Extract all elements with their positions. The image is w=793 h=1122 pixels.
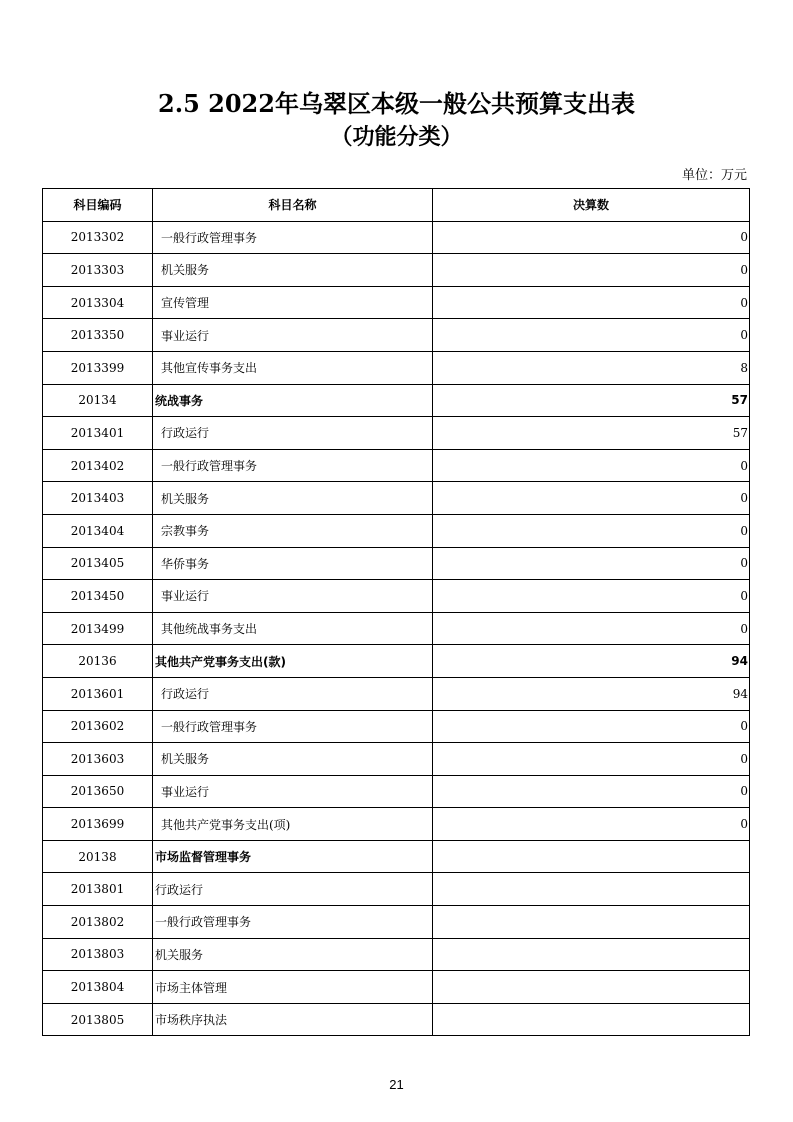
table-row <box>43 938 750 971</box>
table-row <box>43 580 750 613</box>
row-code: 2013399 <box>43 351 153 384</box>
row-name: 华侨事务 <box>153 547 433 580</box>
table-header-row <box>43 189 750 222</box>
row-name: 市场主体管理 <box>153 971 433 1004</box>
table-row <box>43 906 750 939</box>
budget-table <box>42 188 750 1036</box>
row-code: 2013350 <box>43 319 153 352</box>
row-code: 2013450 <box>43 580 153 613</box>
row-code: 2013405 <box>43 547 153 580</box>
row-amount: 8 <box>433 351 750 384</box>
row-amount: 0 <box>433 775 750 808</box>
row-name: 机关服务 <box>153 482 433 515</box>
row-name: 事业运行 <box>153 580 433 613</box>
row-code: 20134 <box>43 384 153 417</box>
row-name: 其他统战事务支出 <box>153 612 433 645</box>
table-row <box>43 743 750 776</box>
table-row <box>43 677 750 710</box>
row-name: 行政运行 <box>153 417 433 450</box>
table-row <box>43 873 750 906</box>
row-code: 2013804 <box>43 971 153 1004</box>
row-amount <box>433 971 750 1004</box>
row-code: 2013803 <box>43 938 153 971</box>
row-name: 其他共产党事务支出(项) <box>153 808 433 841</box>
row-code: 2013699 <box>43 808 153 841</box>
table-row <box>43 645 750 678</box>
row-name: 行政运行 <box>153 873 433 906</box>
row-name: 宗教事务 <box>153 514 433 547</box>
table-row <box>43 971 750 1004</box>
row-amount: 57 <box>433 417 750 450</box>
row-name: 一般行政管理事务 <box>153 221 433 254</box>
row-amount: 0 <box>433 743 750 776</box>
row-name: 机关服务 <box>153 743 433 776</box>
page-number: 21 <box>389 1077 404 1092</box>
row-code: 2013404 <box>43 514 153 547</box>
table-row <box>43 351 750 384</box>
row-code: 20136 <box>43 645 153 678</box>
row-amount: 0 <box>433 319 750 352</box>
row-code: 2013602 <box>43 710 153 743</box>
row-name: 统战事务 <box>153 384 433 417</box>
row-name: 行政运行 <box>153 677 433 710</box>
row-amount <box>433 873 750 906</box>
row-code: 2013401 <box>43 417 153 450</box>
row-code: 2013403 <box>43 482 153 515</box>
row-amount: 0 <box>433 221 750 254</box>
table-row <box>43 775 750 808</box>
row-code: 20138 <box>43 840 153 873</box>
row-code: 2013802 <box>43 906 153 939</box>
row-name: 一般行政管理事务 <box>153 906 433 939</box>
row-amount: 0 <box>433 482 750 515</box>
table-row <box>43 417 750 450</box>
row-amount: 94 <box>433 645 750 678</box>
table-row <box>43 514 750 547</box>
row-amount: 0 <box>433 808 750 841</box>
row-code: 2013650 <box>43 775 153 808</box>
table-row <box>43 710 750 743</box>
row-name: 机关服务 <box>153 938 433 971</box>
row-amount <box>433 840 750 873</box>
row-code: 2013302 <box>43 221 153 254</box>
table-row <box>43 808 750 841</box>
table-row <box>43 319 750 352</box>
column-header-code: 科目编码 <box>43 189 153 222</box>
table-row <box>43 254 750 287</box>
row-amount <box>433 938 750 971</box>
row-amount: 57 <box>433 384 750 417</box>
row-amount: 0 <box>433 710 750 743</box>
row-code: 2013601 <box>43 677 153 710</box>
unit-label: 单位：万元 <box>681 168 747 183</box>
table-row <box>43 221 750 254</box>
row-code: 2013304 <box>43 286 153 319</box>
row-code: 2013801 <box>43 873 153 906</box>
row-name: 一般行政管理事务 <box>153 710 433 743</box>
row-name: 事业运行 <box>153 775 433 808</box>
row-amount: 0 <box>433 612 750 645</box>
column-header-amount: 决算数 <box>433 189 750 222</box>
table-body <box>43 221 750 1036</box>
row-name: 市场监督管理事务 <box>153 840 433 873</box>
row-name: 市场秩序执法 <box>153 1003 433 1036</box>
row-amount: 0 <box>433 449 750 482</box>
table-row <box>43 482 750 515</box>
row-name: 一般行政管理事务 <box>153 449 433 482</box>
row-code: 2013603 <box>43 743 153 776</box>
row-name: 宣传管理 <box>153 286 433 319</box>
row-amount: 0 <box>433 580 750 613</box>
table-row <box>43 1003 750 1036</box>
row-amount: 0 <box>433 286 750 319</box>
row-amount: 0 <box>433 254 750 287</box>
column-header-name: 科目名称 <box>153 189 433 222</box>
row-name: 机关服务 <box>153 254 433 287</box>
row-amount: 0 <box>433 514 750 547</box>
row-amount: 0 <box>433 547 750 580</box>
table-row <box>43 449 750 482</box>
row-amount <box>433 1003 750 1036</box>
row-code: 2013499 <box>43 612 153 645</box>
row-code: 2013303 <box>43 254 153 287</box>
table-row <box>43 547 750 580</box>
table-row <box>43 384 750 417</box>
page-title: 2.5 2022年乌翠区本级一般公共预算支出表 <box>158 89 635 118</box>
row-name: 事业运行 <box>153 319 433 352</box>
row-amount <box>433 906 750 939</box>
row-amount: 94 <box>433 677 750 710</box>
table-row <box>43 286 750 319</box>
row-code: 2013805 <box>43 1003 153 1036</box>
row-code: 2013402 <box>43 449 153 482</box>
row-name: 其他共产党事务支出(款) <box>153 645 433 678</box>
table-row <box>43 612 750 645</box>
table-row <box>43 840 750 873</box>
page-subtitle: （功能分类） <box>330 124 463 150</box>
row-name: 其他宣传事务支出 <box>153 351 433 384</box>
